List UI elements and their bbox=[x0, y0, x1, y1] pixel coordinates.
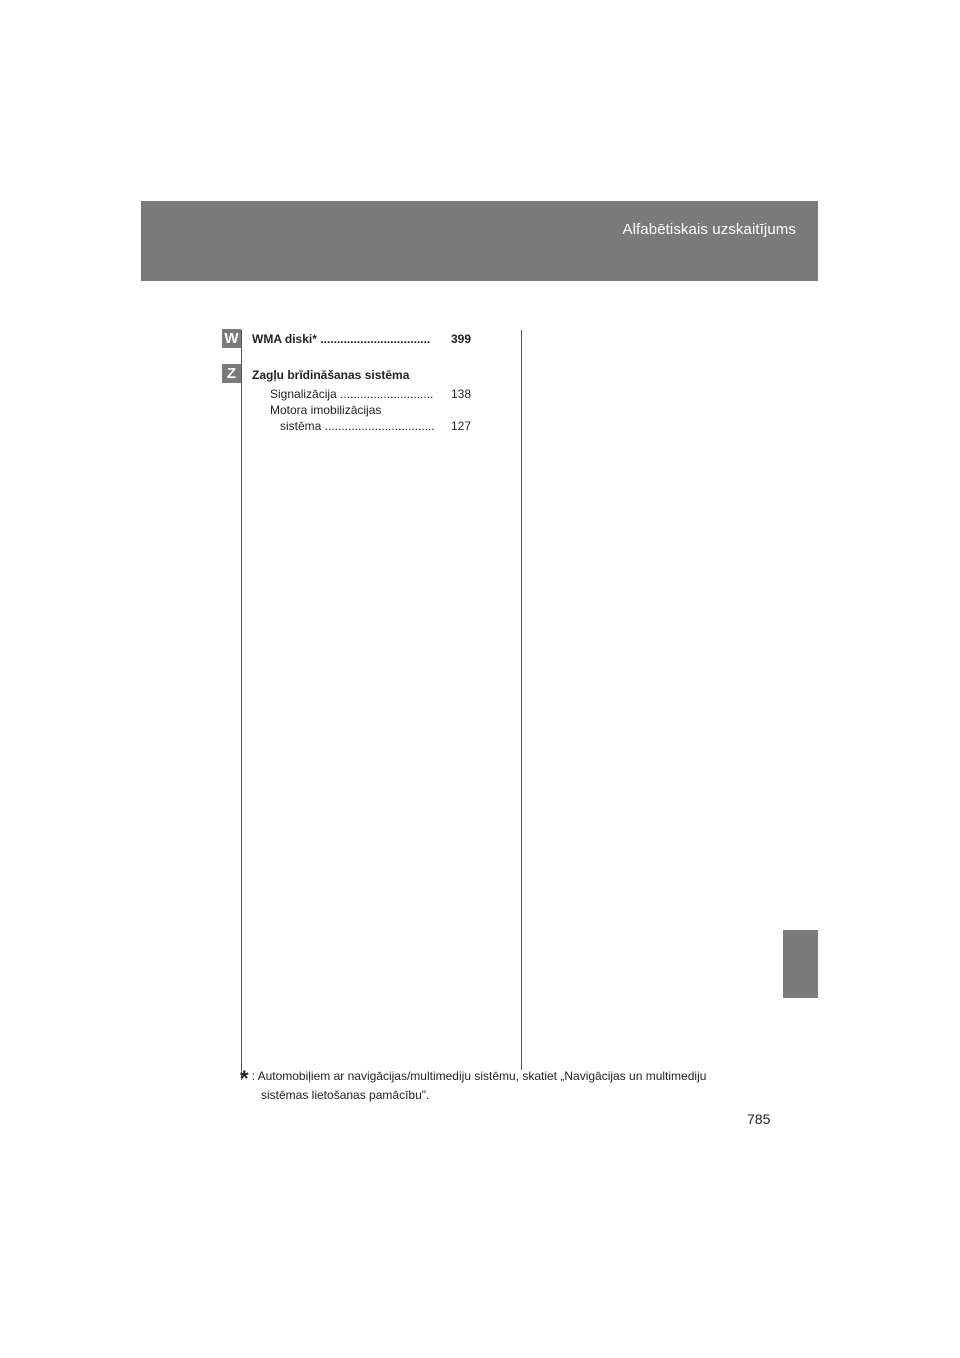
entry-page: 127 bbox=[450, 419, 471, 433]
footnote-line-1: : Automobiļiem ar navigācijas/multimediju sistēmu, skatiet „Navigācijas un multimediju bbox=[251, 1069, 707, 1083]
index-entry[interactable] bbox=[270, 387, 471, 402]
index-heading: Zagļu brīdināšanas sistēma bbox=[252, 368, 410, 382]
footnote bbox=[240, 1068, 800, 1104]
page-number: 785 bbox=[747, 1111, 771, 1127]
entry-page: 138 bbox=[450, 387, 471, 401]
left-column-rule bbox=[241, 330, 242, 1080]
entry-page: 399 bbox=[450, 332, 471, 346]
footnote-marker: * bbox=[240, 1066, 249, 1091]
entry-text: Signalizācija ............................ bbox=[270, 387, 434, 401]
center-column-rule bbox=[521, 330, 522, 1070]
section-letter-w: W bbox=[222, 329, 241, 348]
index-entry[interactable] bbox=[252, 332, 471, 347]
entry-text: sistēma ................................. bbox=[280, 419, 435, 433]
header-band bbox=[141, 201, 818, 281]
index-entry bbox=[270, 403, 381, 418]
header-title: Alfabētiskais uzskaitījums bbox=[622, 221, 796, 238]
section-letter-z: Z bbox=[222, 364, 241, 383]
section-side-tab bbox=[783, 930, 818, 998]
index-entry[interactable] bbox=[280, 419, 471, 434]
entry-text: WMA diski* ................................. bbox=[252, 332, 431, 346]
footnote-line-2: sistēmas lietošanas pamācību". bbox=[261, 1088, 430, 1102]
entry-text: Motora imobilizācijas bbox=[270, 403, 382, 417]
